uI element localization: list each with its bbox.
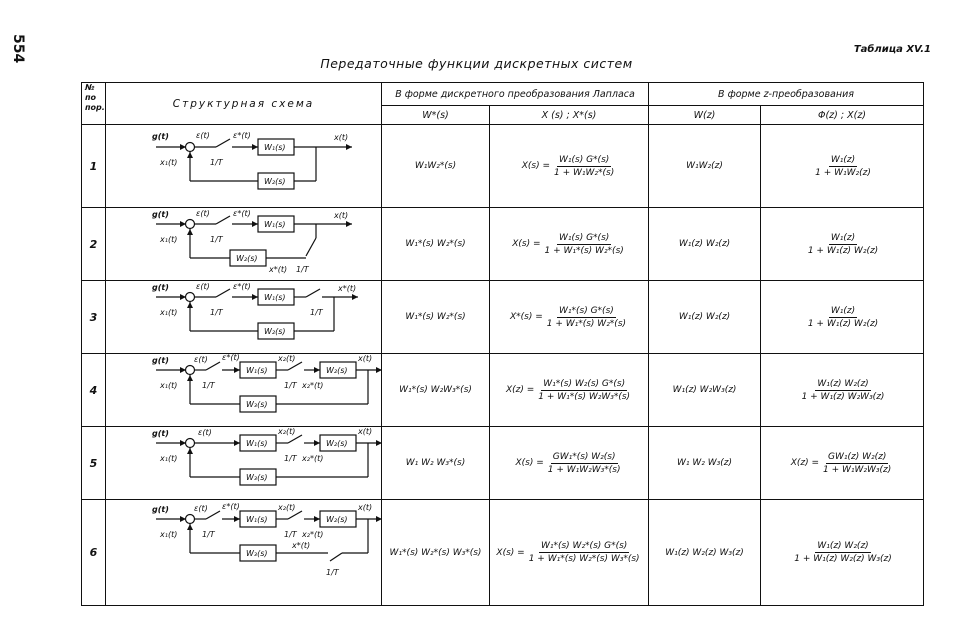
input-label: g(t)	[152, 429, 169, 438]
phi-fraction	[806, 306, 880, 329]
phi-fraction	[800, 379, 887, 402]
input-x1-label: x₁(t)	[160, 529, 178, 539]
x-fraction	[546, 452, 623, 475]
x-numerator: W₁(s) G*(s)	[559, 154, 610, 165]
phi-fraction	[813, 155, 873, 178]
x-fraction	[536, 379, 632, 402]
sampler-label: 1/T	[210, 308, 223, 317]
error-label: ε(t)	[196, 209, 210, 218]
w-star-expr: W₁*(s) W₂*(s)	[382, 281, 490, 354]
input-label: g(t)	[152, 283, 169, 292]
x-lhs: X(s) =	[521, 161, 551, 171]
phi-expr	[761, 427, 924, 500]
block-diagram	[106, 281, 382, 349]
x-numerator: W₁*(s) W₂*(s) G*(s)	[540, 541, 628, 551]
block-w1: W₁(s)	[246, 366, 268, 375]
feedback-sampled-label: x*(t)	[269, 265, 288, 274]
block-w3: W₃(s)	[246, 473, 268, 482]
row-number: 2	[82, 208, 106, 281]
row-number: 5	[82, 427, 106, 500]
phi-denominator: 1 + W₁W₂W₃(z)	[823, 464, 892, 475]
error-label: ε(t)	[198, 428, 212, 437]
x-numerator: GW₁*(s) W₂(s)	[552, 451, 616, 462]
sampler-label: 1/T	[210, 235, 223, 244]
block-diagram	[106, 501, 382, 601]
sampled-error-label: ε*(t)	[222, 354, 240, 362]
intermediate-label: x₂(t)	[278, 427, 296, 436]
block-diagram-cell	[106, 500, 382, 606]
output-label: x(t)	[358, 502, 373, 512]
intermediate-label: x₂(t)	[278, 354, 296, 363]
w-star-expr: W₁*(s) W₂W₃*(s)	[382, 354, 490, 427]
phi-denominator: 1 + W₁(z) W₂(z)	[807, 245, 879, 256]
sampler-2-label: 1/T	[284, 529, 297, 539]
block-w1: W₁(s)	[264, 143, 286, 152]
wz-expr: W₁(z) W₂(z)	[649, 208, 761, 281]
sampler-label: 1/T	[202, 381, 215, 390]
x-numerator: W₁(s) G*(s)	[559, 232, 610, 243]
wz-expr: W₁(z) W₂(z)	[649, 281, 761, 354]
x-lhs: X*(s) =	[509, 312, 543, 322]
block-w2: W₂(s)	[236, 254, 258, 263]
phi-expr	[761, 500, 924, 606]
block-w2: W₂(s)	[326, 439, 348, 448]
x-denominator: 1 + W₁*(s) W₂W₃*(s)	[538, 391, 631, 402]
x-fraction	[542, 233, 625, 256]
output-label: x(t)	[334, 211, 349, 220]
table-row	[82, 354, 924, 427]
block-diagram-cell	[106, 354, 382, 427]
x-lhs: X(s) =	[496, 547, 525, 558]
input-label: g(t)	[152, 356, 169, 365]
output-label: x(t)	[358, 354, 373, 363]
block-w2: W₂(s)	[264, 327, 286, 336]
x-denominator: 1 + W₁W₂W₃*(s)	[547, 464, 621, 475]
output-label: x(t)	[358, 427, 373, 436]
sampler-2-label: 1/T	[284, 454, 297, 463]
sampler-label: 1/T	[202, 529, 215, 539]
sampler-2-label: 1/T	[284, 381, 297, 390]
input-x1-label: x₁(t)	[160, 454, 178, 463]
phi-expr	[761, 354, 924, 427]
w-star-expr: W₁*(s) W₂*(s)	[382, 208, 490, 281]
x-s-expr	[490, 354, 649, 427]
x-s-expr	[490, 500, 649, 606]
block-w3: W₃(s)	[246, 548, 268, 558]
x-fraction	[545, 306, 628, 329]
table-row	[82, 125, 924, 208]
header-phi: Φ(z) ; X(z)	[761, 106, 924, 125]
error-label: ε(t)	[196, 282, 210, 291]
phi-expr	[761, 281, 924, 354]
x-lhs: X(s) =	[515, 458, 544, 468]
block-diagram	[106, 354, 382, 422]
table-row	[82, 500, 924, 606]
block-diagram-cell	[106, 208, 382, 281]
table-row	[82, 281, 924, 354]
phi-fraction	[792, 541, 893, 564]
w-star-expr: W₁*(s) W₂*(s) W₃*(s)	[382, 500, 490, 606]
phi-expr	[761, 208, 924, 281]
block-w3: W₃(s)	[246, 400, 268, 409]
table-row	[82, 427, 924, 500]
block-w2: W₂(s)	[326, 514, 348, 524]
sampler-label: 1/T	[210, 158, 223, 167]
x-denominator: 1 + W₁*(s) W₂*(s) W₃*(s)	[528, 554, 640, 564]
error-label: ε(t)	[194, 355, 208, 364]
wz-expr: W₁(z) W₂W₃(z)	[649, 354, 761, 427]
table-label: Таблица XV.1	[853, 44, 931, 55]
phi-denominator: 1 + W₁(z) W₂(z) W₃(z)	[794, 554, 892, 564]
sampled-error-label: ε*(t)	[233, 131, 251, 140]
w-star-expr: W₁ W₂ W₃*(s)	[382, 427, 490, 500]
phi-numerator: W₁(z) W₂(z)	[817, 541, 869, 551]
block-w2: W₂(s)	[326, 366, 348, 375]
wz-expr: W₁ W₂ W₃(z)	[649, 427, 761, 500]
transfer-function-table	[81, 82, 924, 606]
row-number: 3	[82, 281, 106, 354]
sampled-error-label: ε*(t)	[233, 209, 251, 218]
phi-fraction	[806, 233, 880, 256]
block-w1: W₁(s)	[246, 514, 268, 524]
input-x1-label: x₁(t)	[160, 158, 178, 167]
table-row	[82, 208, 924, 281]
w-star-expr: W₁W₂*(s)	[382, 125, 490, 208]
input-x1-label: x₁(t)	[160, 308, 178, 317]
sampled-error-label: ε*(t)	[233, 282, 251, 291]
x-s-expr	[490, 427, 649, 500]
input-label: g(t)	[152, 132, 169, 141]
phi-numerator: W₁(z)	[830, 232, 856, 243]
sampler-3-label: 1/T	[326, 567, 339, 577]
header-structure: Структурная схема	[106, 83, 382, 125]
header-x-s: X (s) ; X*(s)	[490, 106, 649, 125]
block-diagram-cell	[106, 281, 382, 354]
x-fraction	[527, 541, 642, 564]
x-lhs: X(z) =	[505, 385, 535, 395]
x-s-expr	[490, 208, 649, 281]
block-w1: W₁(s)	[246, 439, 268, 448]
phi-numerator: W₁(z) W₂(z)	[817, 378, 869, 389]
input-x1-label: x₁(t)	[160, 381, 178, 390]
x-lhs: X(s) =	[512, 239, 541, 249]
page-number: 554	[10, 34, 26, 64]
intermediate-label: x₂(t)	[278, 502, 296, 512]
sampled-error-label: ε*(t)	[222, 501, 240, 511]
phi-numerator: W₁(z)	[830, 305, 856, 316]
row-number: 6	[82, 500, 106, 606]
phi-denominator: 1 + W₁(z) W₂(z)	[807, 318, 879, 329]
input-label: g(t)	[152, 210, 169, 219]
block-diagram-cell	[106, 125, 382, 208]
output-label: x*(t)	[338, 284, 357, 293]
feedback-sampled-label: x*(t)	[292, 540, 311, 550]
block-w2: W₂(s)	[264, 177, 286, 186]
block-diagram	[106, 125, 382, 203]
error-label: ε(t)	[196, 131, 210, 140]
error-label: ε(t)	[194, 503, 208, 513]
header-w-star: W*(s)	[382, 106, 490, 125]
header-laplace-group: В форме дискретного преобразования Лапласа	[382, 83, 649, 106]
x-s-expr	[490, 281, 649, 354]
x-numerator: W₁*(s) G*(s)	[559, 305, 614, 316]
phi-numerator: W₁(z)	[830, 154, 856, 165]
intermediate-sampled-label: x₂*(t)	[302, 454, 324, 463]
block-diagram	[106, 208, 382, 276]
row-number: 1	[82, 125, 106, 208]
header-wz: W(z)	[649, 106, 761, 125]
sampler-2-label: 1/T	[310, 308, 323, 317]
phi-lhs: X(z) =	[790, 458, 820, 468]
x-denominator: 1 + W₁W₂*(s)	[554, 167, 615, 178]
output-label: x(t)	[334, 133, 349, 142]
x-s-expr	[490, 125, 649, 208]
wz-expr: W₁W₂(z)	[649, 125, 761, 208]
row-number: 4	[82, 354, 106, 427]
input-label: g(t)	[152, 504, 169, 514]
x-fraction	[552, 155, 616, 178]
block-w1: W₁(s)	[264, 220, 286, 229]
x-denominator: 1 + W₁*(s) W₂*(s)	[544, 245, 624, 256]
block-diagram	[106, 427, 382, 495]
x-denominator: 1 + W₁*(s) W₂*(s)	[546, 318, 627, 329]
phi-expr	[761, 125, 924, 208]
header-z-group: В форме z-преобразования	[649, 83, 924, 106]
block-diagram-cell	[106, 427, 382, 500]
input-x1-label: x₁(t)	[160, 235, 178, 244]
page-title: Передаточные функции дискретных систем	[320, 56, 633, 71]
block-w1: W₁(s)	[264, 293, 286, 302]
wz-expr: W₁(z) W₂(z) W₃(z)	[649, 500, 761, 606]
sampler-2-label: 1/T	[296, 265, 309, 274]
phi-denominator: 1 + W₁(z) W₂W₃(z)	[801, 391, 885, 402]
x-numerator: W₁*(s) W₂(s) G*(s)	[543, 378, 626, 389]
phi-fraction	[821, 452, 893, 475]
phi-denominator: 1 + W₁W₂(z)	[815, 167, 871, 178]
header-no: № по пор.	[82, 83, 106, 125]
intermediate-sampled-label: x₂*(t)	[302, 381, 324, 390]
intermediate-sampled-label: x₂*(t)	[302, 529, 324, 539]
phi-numerator: GW₁(z) W₂(z)	[827, 451, 887, 462]
